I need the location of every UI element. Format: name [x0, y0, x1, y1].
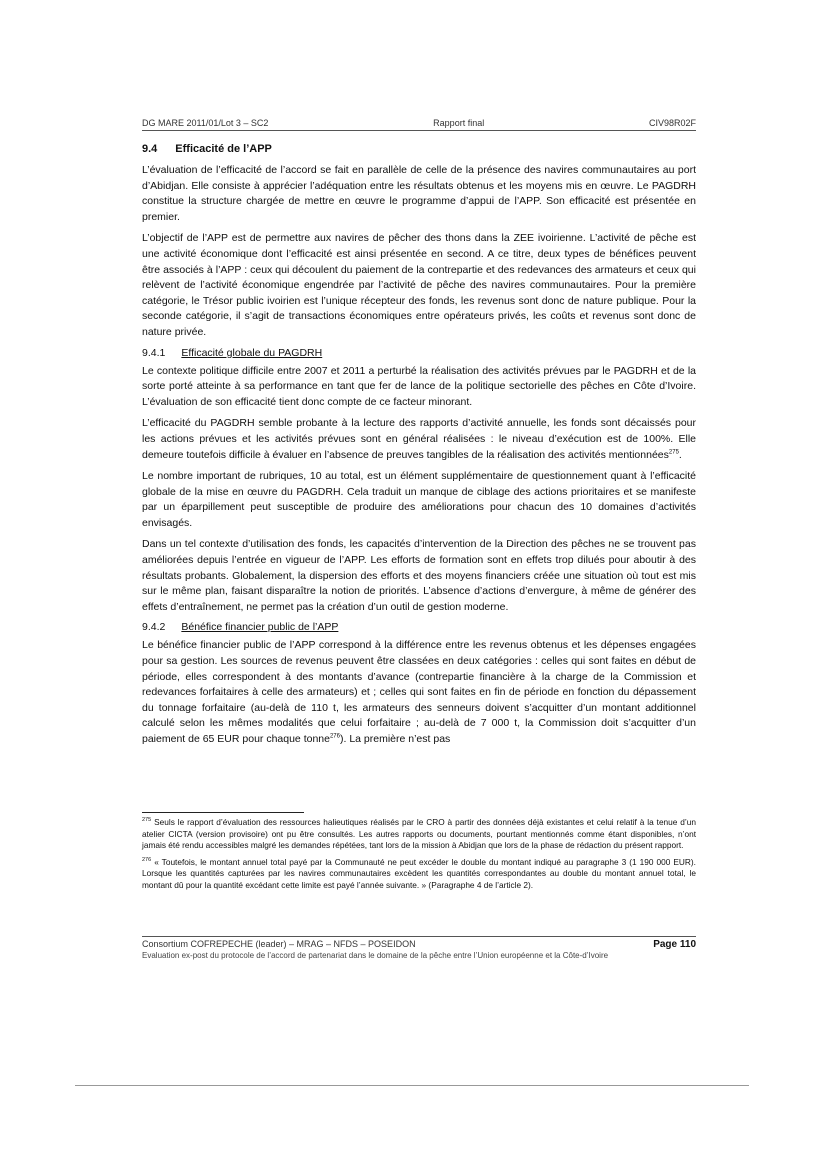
paragraph: L’objectif de l’APP est de permettre aux navires de pêcher des thons dans la ZEE ivoirienne. L’activité de pêche est une activité économique dont l’efficacité est ainsi présentée en second. A ce titre, deux types de bénéfices peuvent être associés à l’APP : ceux qui découlent du paiement de la contrepartie et des redevances des armateurs et ceux qui relèvent de l’activité économique engendrée par l’activité de pêche des navires communautaires. Pour la première catégorie, le Trésor public ivoirien est l’unique récepteur des fonds, les revenus sont donc de nature publique. Pour la seconde catégorie, il s’agit de transactions économiques entre opérateurs privés, les coûts et revenus sont donc de nature privée.	[142, 232, 696, 338]
section-heading	[142, 143, 696, 155]
main-content	[142, 143, 696, 754]
paragraph-text: L’efficacité du PAGDRH semble probante à la lecture des rapports d’activité annuelle, les fonds sont décaissés pour les actions prévues et les activités prévues sont en général réalisées : le niveau d’exécution est de 100%. Elle demeure toutefois difficile à évaluer en l’absence de preuves tangibles de la réalisation des activités mentionnées	[142, 417, 696, 461]
paragraph-text-end: .	[678, 448, 682, 461]
footnote	[142, 857, 696, 892]
subsection-heading	[142, 621, 696, 633]
paragraph: Le contexte politique difficile entre 2007 et 2011 a perturbé la réalisation des activités prévues par le PAGDRH et de la sorte porté atteinte à sa performance en tant que fer de lance de la politique sectorielle des pêches en Côte d’Ivoire. L’évaluation de son efficacité tient donc compte de ce facteur minorant.	[142, 364, 696, 408]
footnote-number: 275	[142, 817, 152, 824]
paragraph: L’évaluation de l’efficacité de l’accord se fait en parallèle de celle de la présence des navires communautaires au port d’Abidjan. Elle consiste à apprécier l’adéquation entre les résultats obtenus et les moyens mis en œuvre. Le PAGDRH constitue la structure chargée de mettre en œuvre le programme d’appui de l’APP. Son efficacité est présentée en premier.	[142, 164, 696, 223]
header-left: DG MARE 2011/01/Lot 3 – SC2	[142, 118, 269, 128]
subsection-title: Bénéfice financier public de l’APP	[181, 621, 339, 634]
subsection-heading	[142, 347, 696, 359]
footnote-separator	[142, 812, 304, 813]
paragraph: Dans un tel contexte d’utilisation des fonds, les capacités d’intervention de la Direction des pêches ne se trouvent pas améliorées depuis l’entrée en vigueur de l’APP. Les efforts de formation sont en effets trop dilués pour aboutir à des résultats probants. Globalement, la dispersion des efforts et des moyens financiers créée une situation où tout est mis sur le même plan, faisant disparaître la notion de priorités. L’absence d’actions d’envergure, à même de générer des effets d’entraînement, ne permet pas la création d’un outil de gestion moderne.	[142, 538, 696, 613]
header-center: Rapport final	[433, 118, 485, 128]
section-title: Efficacité de l’APP	[175, 143, 272, 155]
page-header	[142, 118, 696, 131]
page-footer	[142, 936, 696, 960]
section-number: 9.4	[142, 143, 158, 155]
paragraph	[142, 416, 696, 463]
footnote-ref[interactable]: 276	[329, 733, 340, 740]
paragraph-text: Le bénéfice financier public de l’APP correspond à la différence entre les revenus obtenus et les dépenses engagées pour sa gestion. Les sources de revenus peuvent être classées en deux catégories : celles qui sont faites en début de période, elles correspondent à des montants d’avance (contrepartie financière à la charge de la Commission et redevances forfaitaires à celle des armateurs) et ; celles qui sont faites en fin de période en fonction du dépassement du tonnage forfaitaire (au-delà de 110 t, les armateurs des senneurs doivent s’acquitter d’un montant additionnel calculé selon les mêmes modalités que celui forfaitaire ; au-delà de 7 000 t, la Commission doit s’acquitter d’un paiement de 65 EUR pour chaque tonne	[142, 639, 696, 745]
page-bottom-divider	[75, 1085, 749, 1086]
footnote-number: 276	[142, 857, 152, 864]
footer-subtitle: Evaluation ex-post du protocole de l’accord de partenariat dans le domaine de la pêche entre l’Union européenne et la Côte-d’Ivoire	[142, 951, 609, 960]
paragraph: Le nombre important de rubriques, 10 au total, est un élément supplémentaire de questionnement quant à l’efficacité globale de la mise en œuvre du PAGDRH. Cela traduit un manque de ciblage des actions prioritaires et se manifeste par un éparpillement peut susceptible de produire des améliorations pour chacun des 10 domaines d’activités envisagés.	[142, 470, 696, 529]
header-right: CIV98R02F	[648, 118, 696, 128]
subsection-number: 9.4.2	[142, 621, 166, 634]
footnote	[142, 817, 696, 852]
footnotes	[142, 817, 696, 897]
page-number: Page 110	[653, 939, 696, 950]
subsection-title: Efficacité globale du PAGDRH	[181, 346, 323, 359]
footnote-text: « Toutefois, le montant annuel total payé par la Communauté ne peut excéder le double du montant indiqué au paragraphe 3 (1 190 000 EUR). Lorsque les quantités capturées par les navires communautaires excèdent les quantités correspondantes au double du montant annuel total, le montant dû pour la quantité excédant cette limite est payé l’année suivante. » (Paragraphe 4 de l’article 2).	[142, 856, 696, 890]
paragraph-text-end: ). La première n’est pas	[339, 733, 451, 745]
subsection-number: 9.4.1	[142, 346, 166, 359]
footnote-text: Seuls le rapport d’évaluation des ressources halieutiques réalisés par le CRO à partir des données déjà existantes et celui relatif à la tenue d’un atelier CICTA (version provisoire) ont pu être consultés. Les autres rapports ou documents, pourtant mentionnés comme étant disponibles, n’ont jamais été rendu accessibles malgré les demandes répétées, tant lors de la mission à Abidjan que lors de la phase de rédaction du présent rapport.	[142, 817, 696, 851]
footer-consortium: Consortium COFREPECHE (leader) – MRAG – NFDS – POSEIDON	[142, 939, 416, 949]
footnote-ref[interactable]: 275	[668, 449, 679, 455]
paragraph	[142, 638, 696, 747]
